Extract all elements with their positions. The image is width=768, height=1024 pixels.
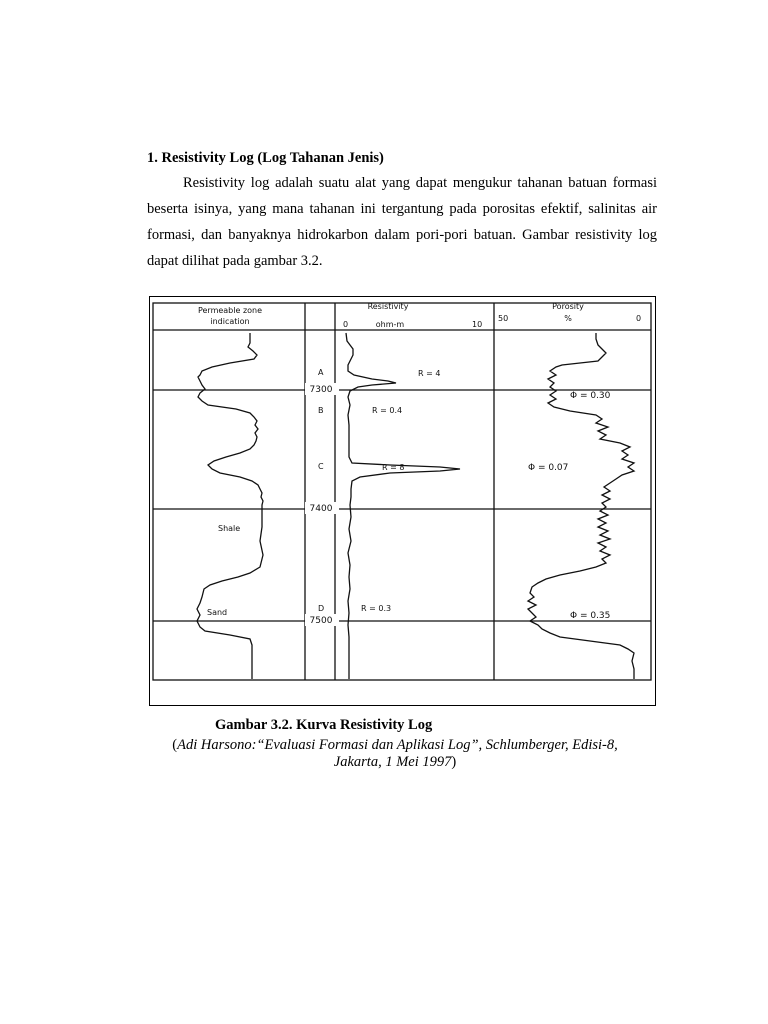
porosity-scale-unit: % xyxy=(564,314,572,323)
log-frame xyxy=(153,303,651,680)
figure-resistivity-log xyxy=(149,296,656,706)
porosity-label-3: Φ = 0.35 xyxy=(570,611,611,621)
zone-marker-c: C xyxy=(318,462,324,471)
depth-label-7500: 7500 xyxy=(309,616,333,626)
permeable-track-subtitle: indication xyxy=(210,317,250,326)
resistivity-label-b: R = 0.4 xyxy=(372,406,403,415)
permeable-track-title: Permeable zone xyxy=(197,306,263,315)
section-heading: 1. Resistivity Log (Log Tahanan Jenis) xyxy=(147,150,384,166)
lithology-sand: Sand xyxy=(207,608,228,617)
resistivity-label-c: R = 8 xyxy=(382,463,405,472)
figure-caption: Gambar 3.2. Kurva Resistivity Log xyxy=(215,717,433,733)
resistivity-scale-unit: ohm-m xyxy=(375,320,405,329)
zone-marker-d: D xyxy=(318,604,325,613)
lithology-shale: Shale xyxy=(218,524,241,533)
resistivity-curve xyxy=(346,333,460,679)
depth-label-7400: 7400 xyxy=(309,504,333,514)
resistivity-log-image xyxy=(150,297,657,707)
paragraph-text: Resistivity log adalah suatu alat yang dapat mengukur tahanan batuan formasi beserta isinya, yang mana tahanan ini tergantung pada porositas efektif, salinitas air formasi, dan banyaknya hidrokarbon dalam pori-pori batuan. Gambar resistivity log dapat dilihat pada gambar 3.2. xyxy=(147,175,657,269)
resistivity-label-a: R = 4 xyxy=(418,369,441,378)
source-open-paren: ( xyxy=(172,737,178,753)
depth-label-7300: 7300 xyxy=(309,385,333,395)
porosity-scale-right: 0 xyxy=(636,314,642,323)
porosity-label-2: Φ = 0.07 xyxy=(528,463,569,473)
porosity-scale-left: 50 xyxy=(498,314,509,323)
figure-source xyxy=(150,737,640,771)
body-paragraph xyxy=(147,170,657,274)
resistivity-scale-min: 0 xyxy=(343,320,349,329)
porosity-label-1: Φ = 0.30 xyxy=(570,391,611,401)
zone-marker-a: A xyxy=(318,368,324,377)
resistivity-label-d: R = 0.3 xyxy=(361,604,392,613)
source-title: :“Evaluasi Formasi dan Aplikasi Log”, Schlumberger, Edisi-8, Jakarta, 1 Mei 1997 xyxy=(251,737,618,770)
porosity-track-title: Porosity xyxy=(552,302,584,311)
resistivity-scale-max: 10 xyxy=(472,320,483,329)
resistivity-track-title: Resistivity xyxy=(367,302,409,311)
source-close-paren: ) xyxy=(451,754,457,770)
source-author: Adi Harsono xyxy=(177,737,252,753)
zone-marker-b: B xyxy=(318,406,324,415)
sp-curve xyxy=(197,333,263,679)
porosity-curve xyxy=(528,333,634,679)
